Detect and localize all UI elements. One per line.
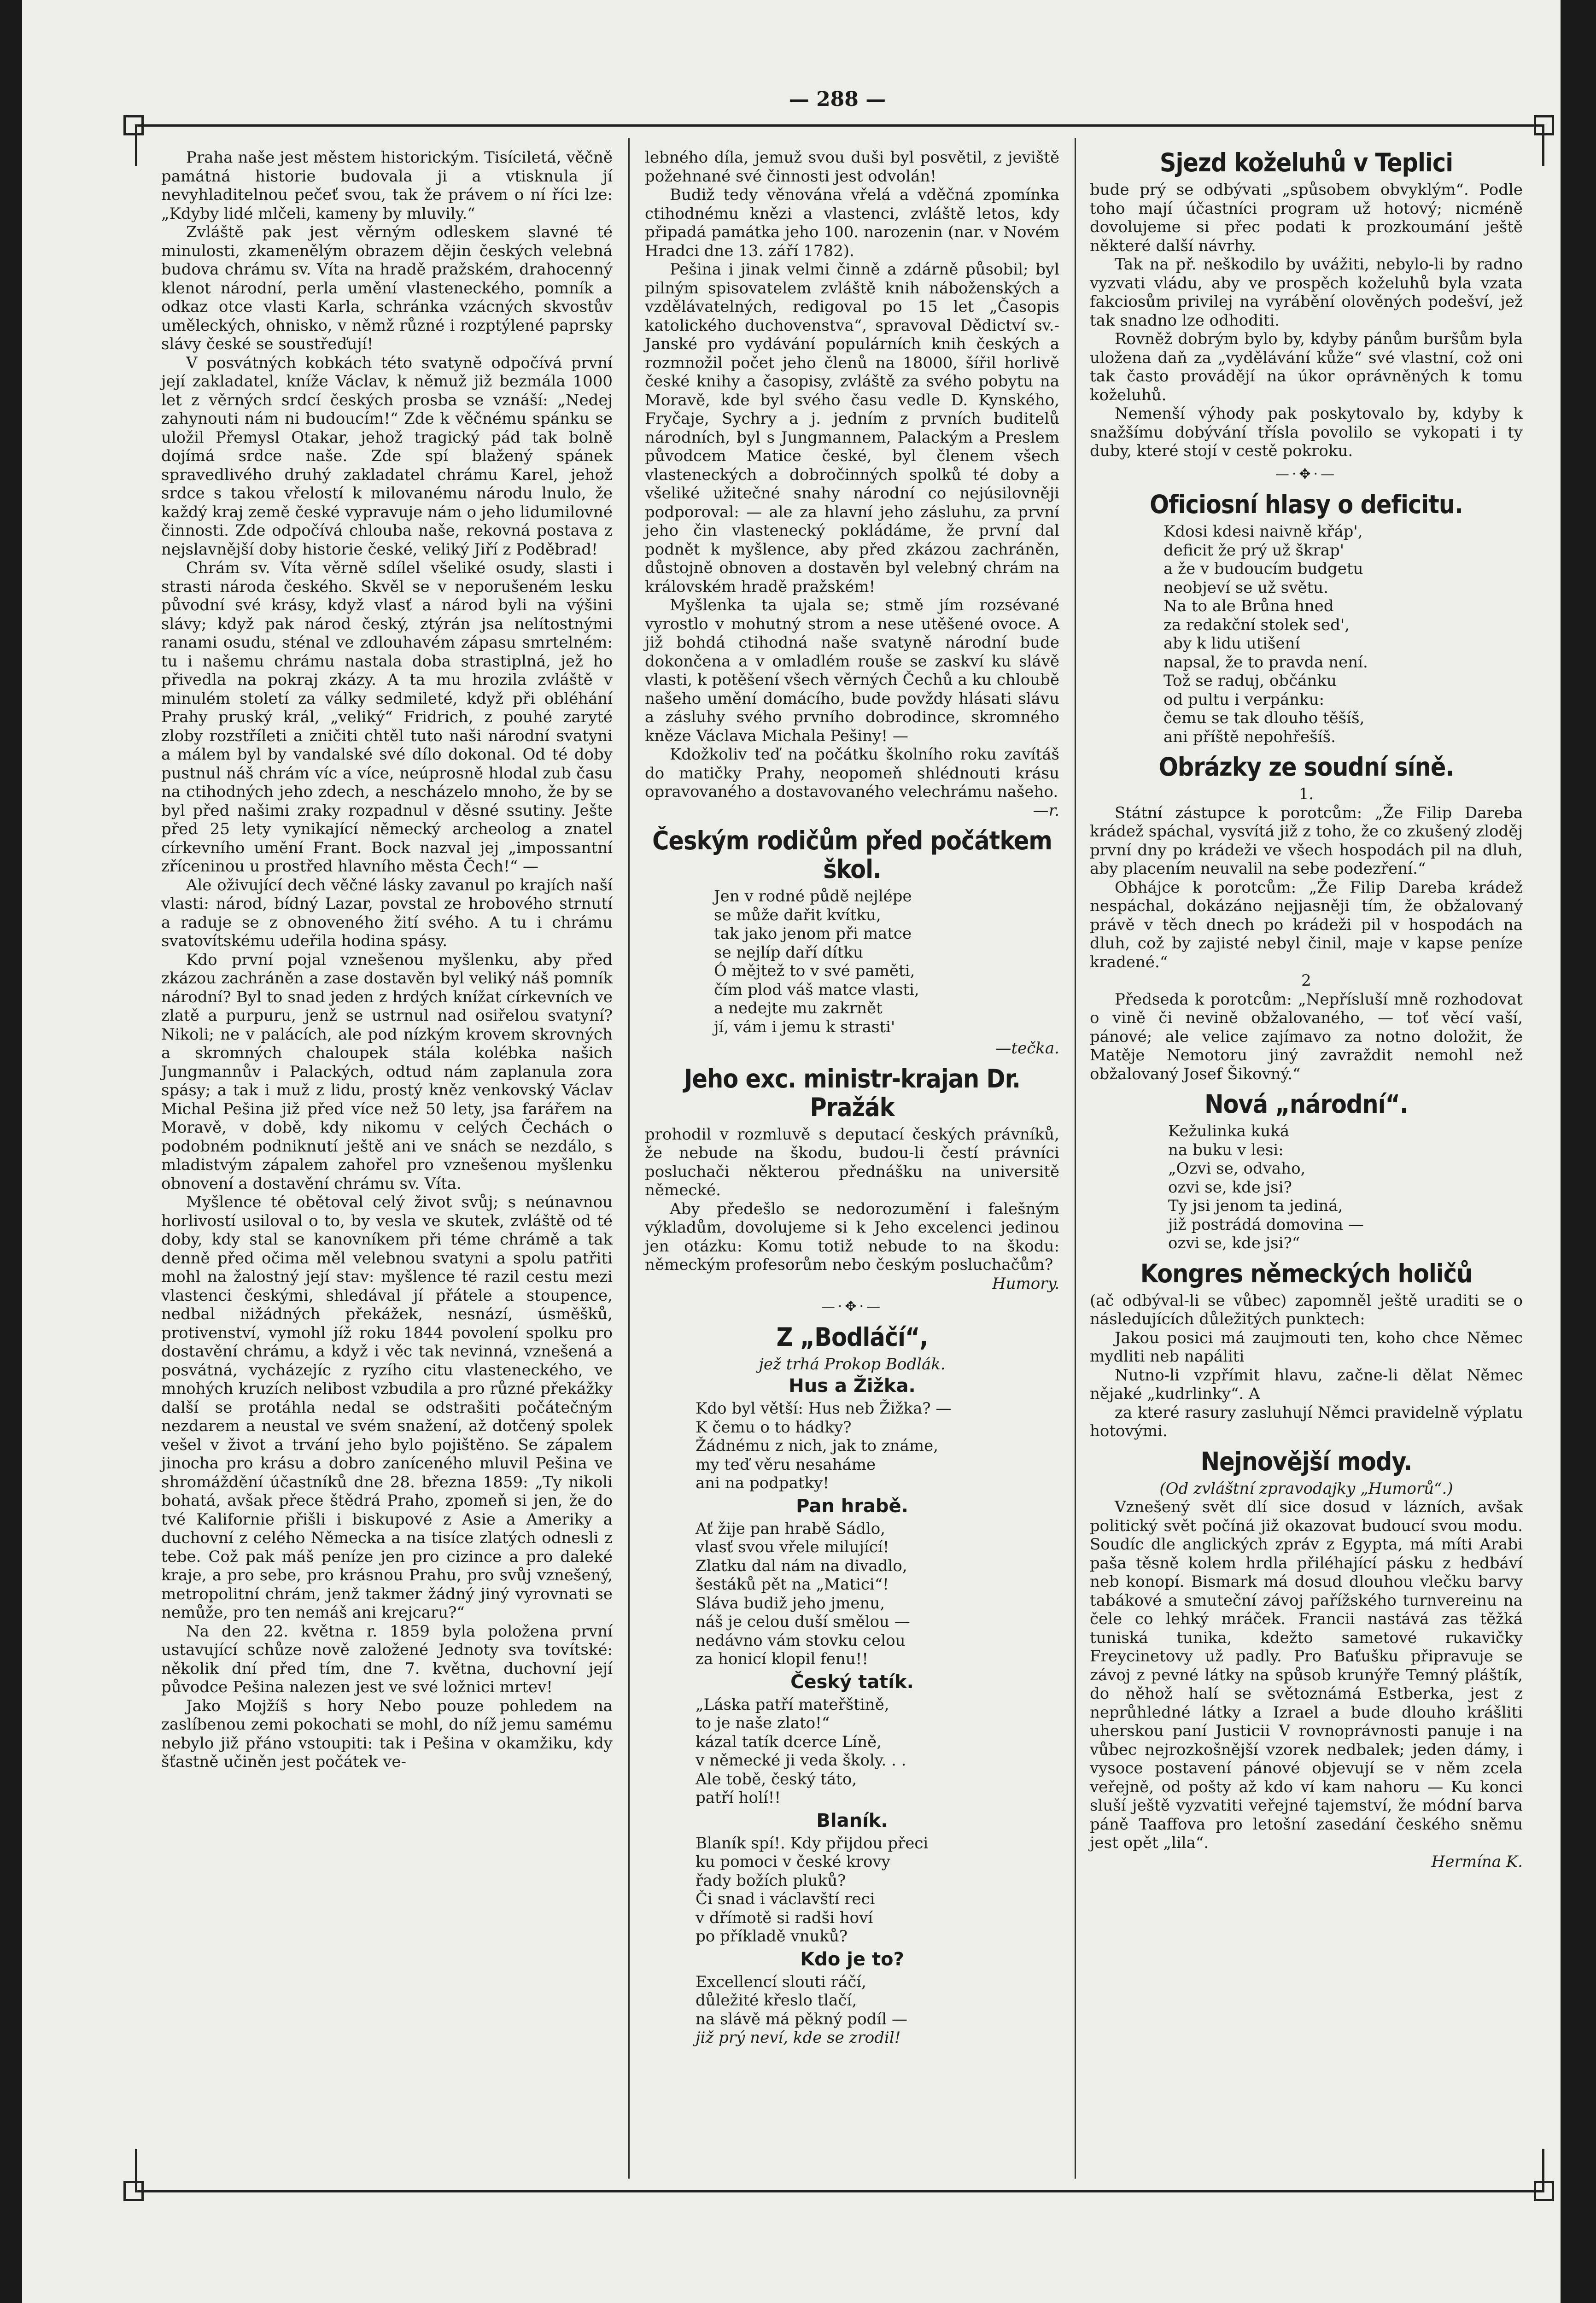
poem-line: ani na podpatky! — [696, 1474, 829, 1492]
poem-line: Kežulinka kuká — [1168, 1122, 1290, 1140]
poem-line: ozvi se, kde jsi? — [1168, 1178, 1292, 1197]
poem-deficit — [1090, 522, 1523, 746]
poem-line: důležité křeslo tlačí, — [696, 1991, 857, 2010]
poem-line: čemu se tak dlouho těšíš, — [1163, 709, 1365, 727]
column-1 — [161, 148, 613, 1771]
poem-line: to je naše zlato!“ — [696, 1714, 830, 1732]
poem-line: ku pomoci v české krovy — [696, 1853, 890, 1871]
poem-line: v dřímotě si radši hoví — [696, 1908, 873, 1927]
headline-narodni: Nová „národní“. — [1204, 1089, 1408, 1119]
poem-title: Hus a Žižka. — [789, 1375, 916, 1397]
column-2 — [645, 148, 1059, 2050]
paragraph: Budiž tedy věnována vřelá a vděčná zpomínka ctihodnému knězi a vlastenci, zvláště letos, kdy připadá památka jeho 100. narozenin (nar. v Novém Hradci dne 13. září 1782). — [645, 186, 1059, 260]
paragraph: Praha naše jest městem historickým. Tisíciletá, věčně památná historie budovala ji a vtisknula jí nevyhladitelnou pečeť svou, tak že právem o ní říci lze: „Kdyby lidé mlčeli, kameny by mluvily.“ — [161, 148, 613, 223]
poem-line: šestáků pět na „Matici“! — [696, 1575, 889, 1594]
paragraph: Jakou posici má zaujmouti ten, koho chce Němec mydliti neb napáliti — [1090, 1328, 1523, 1366]
poem-line: ozvi se, kde jsi?“ — [1168, 1234, 1300, 1252]
paragraph: Tak na př. neškodilo by uvážiti, nebylo-li by radno vyzvati vládu, aby ve prospěch koželuhů byla vzata fakciosům privilej na vyrábění olověných podešví, jež tak snadno lze odhoditi. — [1090, 255, 1523, 330]
paragraph: Aby předešlo se nedorozumění i falešným výkladům, dovolujeme si k Jeho excelenci jedinou jen otázku: Komu totiž nebude to na škodu: německým profesorům nebo českým posluchačům? — [645, 1199, 1059, 1274]
signature: —r. — [1033, 801, 1059, 820]
paragraph: Nutno-li vzpřímit hlavu, začne-li dělat Němec nějaké „kudrlinky“. A — [1090, 1366, 1523, 1403]
poem-line: kázal tatík dcerce Líně, — [696, 1732, 882, 1751]
poem-line: Zlatku dal nám na divadlo, — [696, 1556, 907, 1575]
signature: Humory. — [992, 1274, 1059, 1293]
signature: —tečka. — [995, 1039, 1059, 1058]
paragraph: lebného díla, jemuž svou duši byl posvětil, z jeviště požehnané své činnosti jest odvolán! — [645, 148, 1059, 186]
paragraph: prohodil v rozmluvě s deputací českých právníků, že nebude na škodu, budou-li čestí právníci posluchači některou přednášku na universitě německé. — [645, 1125, 1059, 1199]
paragraph: Chrám sv. Víta věrně sdílel všeliké osudy, slasti i strasti národa českého. Skvěl se v neporušeném lesku původní své krásy, když vlasť a národ byli na výšini slávy; když pak národ český, ztýrán jsa nelítostnými ranami osudu, sténal ve zdlouhavém zápasu smrtelném: tu i našemu chrámu nastala doba strastiplná, jež ho přivedla na pokraj zkázy. A ta mu hrozila zvláště v minulém století za války sedmileté, když při obléhání Prahy pruský král, „veliký“ Fridrich, z pouhé zaryté zloby rozstříleti a zničiti chtěl tuto naši národní svatyni a málem byl by vandalské své dílo dokonal. Od té doby pustnul náš chrám víc a více, neúprosně hlodal zub času na ctihodných jeho zdech, a nescházelo mnoho, že by se byl před našimi zraky rozpadnul v děsné ssutiny. Ješte před 25 lety vynikající německý archeolog a znatel církevního umění Frant. Bock nazval jej „impossantní zříceninou u prostřed hlavního města Čech!“ — — [161, 559, 613, 876]
poem-line: vlasť svou vřele milující! — [696, 1538, 889, 1556]
paragraph: Myšlenka ta ujala se; stmě jím rozsévané vyrostlo v mohutný strom a nese utěšené ovoce. A již bohdá ctihodná naše svatyně národní bude dokončena a v omladlém rouše se zaskví ku slávě vlasti, k potěšení všech věrných Čechů a ku chloubě našeho umění domácího, bude povždy hlásati slávu a zásluhy svého prvního dobrodince, skromného kněze Václava Michala Pešiny! — — [645, 596, 1059, 745]
poem-line: po příkladě vnuků? — [696, 1927, 848, 1946]
headline-obrazky: Obrázky ze soudní síně. — [1158, 752, 1454, 782]
frame-bottom-rule — [135, 2190, 1544, 2192]
frame-top-rule — [135, 124, 1544, 127]
poem-line: v německé ji veda školy. . . — [696, 1751, 906, 1770]
paragraph: Kdo první pojal vznešenou myšlenku, aby před zkázou zachráněn a zase dostavěn byl veliký náš pomník národní? Byl to snad jeden z hrdých knížat církevních ve zlatě a purpuru, jenž se ustrnul nad osiřelou svatyní? Nikoli; ne v palácích, ale pod nízkým krovem skrovných a skromných chaloupek stála kolébka našich Jungmannův i Palackých, odtud nám zaplanula zora spásy; a tak i muž z lidu, prostý kněz venkovský Václav Michal Pešina již před více než 50 lety, jsa farářem na Moravě, v době, kdy nikomu v celých Čechách o podobném podniknutí ještě ani ve snách se nezdálo, s mladistvým zápalem zahořel pro vznešenou myšlenku obnovení a dostavění chrámu sv. Víta. — [161, 950, 613, 1193]
paragraph: Na den 22. května r. 1859 byla položena první ustavující schůze nově založené Jednoty sva tovítské: několik dní před tím, dne 7. května, duchovní její původce Pešina nalezen jest ve své ložnici mrtev! — [161, 1622, 613, 1696]
poem-line: nedávno vám stovku celou — [696, 1631, 906, 1650]
poem-line: my teď věru nesaháme — [696, 1455, 876, 1474]
headline-holicu: Kongres německých holičů — [1140, 1258, 1473, 1288]
poem — [645, 1695, 1059, 1807]
poem — [645, 1399, 1059, 1493]
paragraph: Předseda k porotcům: „Nepřísluší mně rozhodovat o vině či nevině obžalovaného, — toť věcí vaší, pánové; ale velice zajímavo za notno doložit, že Matěje Nemotoru jiný zavraždit nemohl než obžalovaný Josef Šikovný.“ — [1090, 990, 1523, 1083]
paragraph: Státní zástupce k porotcům: „Že Filip Dareba krádež spáchal, vysvítá již z toho, že co zkušený zloděj první dny po krádeži ve všech hospodách pil na dluh, aby placením neuvalil na sebe podezření.“ — [1090, 803, 1523, 878]
poem-title: Kdo je to? — [800, 1948, 904, 1970]
poem-line: Žádnému z nich, jak to známe, — [696, 1437, 939, 1455]
newspaper-page — [22, 0, 1561, 2303]
poem-line: Kdo byl větší: Hus neb Žižka? — — [696, 1399, 952, 1418]
poem — [645, 1973, 1059, 2047]
poem-line: se nejlíp daří dítku — [714, 943, 864, 962]
poem-line: patří holí!! — [696, 1789, 781, 1807]
paragraph: Vznešený svět dlí sice dosud v lázních, avšak politický svět počíná již okazovat budoucí svou modu. Soudíc dle anglických zpráv z Egypta, má míti Arabi paša těsně kolem hrdla přiléhající pásku z hedbáví neb konopí. Bismark má dosud dlouhou vlečku barvy tabákové a smuteční závoj pařížského turnvereinu na čele co lehký mráček. Francii nastává zas těžká tuniská tunika, kdežto sametové rukavičky Freycinetovy už padly. Pro Baťušku připravuje se závoj z pevné látky na spůsob krunýře Temný pláštík, do něhož halí se světoznámá Estberka, jest z neprůhledné látky a Izrael a bude dlouho krášliti uherskou paní Justicii V rovnoprávnosti panuje i na vůbec nejrozkošnější vzorek nedbalek; jeden dámy, i vysoce postavení pánové objevují se v něm zcela veřejně, od pošty až kdo ví kam nahoru — Ku konci sluší ještě vyzvatiti veřejné tajemství, že módní barva páně Taaffova pro letošní zasedání českého sněmu jest opět „lila“. — [1090, 1498, 1523, 1852]
headline-kozeluhu: Sjezd koželuhů v Teplici — [1159, 148, 1453, 177]
poem-line: se může dařit kvítku, — [714, 906, 881, 924]
paragraph: V posvátných kobkách této svatyně odpočívá první její zakladatel, kníže Václav, k němuž již bezmála 1000 let z věrných srdcí českých prosba se vznáší: „Nedej zahynouti nám ni budoucím!“ Zde k věčnému spánku se uložil Přemysl Otakar, jehož tragický pád tak bolně dojímá srdce naše. Zde spí blažený spánek spravedlivého druhý zakladatel chrámu Karel, jehož srdce s takou vřelostí k milovanému národu lnulo, že každý kraj země české vypravuje nám o jeho lidumilovné činnosti. Zde odpočívá chlouba naše, rekovná postava z nejslavnější doby historie české, veliký Jiří z Poděbrad! — [161, 353, 613, 559]
poem-line: Sláva budiž jeho jmenu, — [696, 1594, 885, 1613]
divider-ornament: —·✥·— — [1275, 466, 1338, 482]
paragraph: Jako Mojžíš s hory Nebo pouze pohledem na zaslíbenou zemi pokochati se mohl, do níž jemu samému nebylo již přáno vstoupiti: tak i Pešina v okamžiku, kdy šťastně učiněn jest počátek ve- — [161, 1696, 613, 1771]
column-divider — [628, 138, 630, 2179]
poem-line: Jen v rodné půdě nejlépe — [714, 887, 912, 906]
corner-ornament — [1534, 2181, 1554, 2201]
poem-line: deficit že prý už škrap' — [1163, 541, 1345, 560]
poem-line: Blaník spí!. Kdy přijdou přeci — [696, 1834, 929, 1853]
poem-line: Ať žije pan hrabě Sádlo, — [696, 1519, 886, 1538]
poem-line: jí, vám i jemu k strasti' — [714, 1017, 895, 1036]
poem-line: Či snad i václavští reci — [696, 1890, 875, 1908]
poem-line: neobjeví se už světu. — [1163, 578, 1328, 597]
poem-line: čím plod váš matce vlasti, — [714, 980, 919, 999]
poem-line: od pultu i verpánku: — [1163, 690, 1325, 709]
poem-line: K čemu o to hádky? — [696, 1418, 852, 1437]
headline-prazak: Jeho exc. ministr-krajan Dr. Pražák — [684, 1064, 1020, 1122]
corner-ornament — [1534, 115, 1554, 135]
paragraph: Pešina i jinak velmi činně a zdárně působil; byl pilným spisovatelem zvláště knih náboženských a vzdělávatelných, redigoval po 15 let „Časopis katolického duchovenstva“, spravoval Dědictví sv.-Janské pro vydávání populárních knih českých a rozmnožil počet jeho členů na 18000, šířil horlivě české knihy a časopisy, zvláště za svého pobytu na Moravě, kde byl svého času vedle D. Kynského, Fryčaje, Sychry a j. jedním z prvních buditelů národních, byl s Jungmannem, Palackým a Preslem původcem Matice české, byl členem všech vlasteneckých a dobročinných spolků té doby a všeliké užitečné snahy národní co nejúsilovněji podporoval: — ale za hlavní jeho zásluhu, za první jeho čin vlastenecký pokládáme, že první dal podnět k myšlence, aby před zkázou zachráněn, důstojně obnoven a dostavěn byl velebný chrám na královském hradě pražském! — [645, 260, 1059, 596]
poem-title: Blaník. — [816, 1810, 888, 1831]
poem-line: řady božích pluků? — [696, 1871, 846, 1890]
paragraph: Obhájce k porotcům: „Že Filip Dareba krádež nespáchal, dokázáno nejjasněji tím, že obžalovaný právě v těch dnech po krádeži pil v hospodách na dluh, což by zajisté nebyl činil, maje v kapse peníze kradené.“ — [1090, 878, 1523, 971]
poem-line: Excellencí slouti ráčí, — [696, 1972, 866, 1991]
corner-ornament — [123, 2181, 144, 2201]
poem-line: Ale tobě, český táto, — [696, 1770, 857, 1789]
paragraph: Nemenší výhody pak poskytovalo by, kdyby k snažšímu dobývání třísla povolilo se vykopati i ty duby, které stojí v cestě pokroku. — [1090, 404, 1523, 460]
headline-rodicum: Českým rodičům před počátkem škol. — [652, 826, 1052, 884]
section-number: 1. — [1298, 785, 1314, 803]
poem-line: Kdosi kdesi naivně křáp', — [1163, 522, 1363, 541]
paragraph: Rovněž dobrým bylo by, kdyby pánům buršům byla uložena daň za „vydělávání kůže“ své vlastní, což oni tak často provádějí na úkor oprávněných k tomu koželuhů. — [1090, 330, 1523, 404]
poem-rodicum — [645, 887, 1059, 1036]
poem-title: Český tatík. — [790, 1671, 914, 1693]
paragraph: Ale oživující dech věčné lásky zavanul po krajích naší vlasti: národ, bídný Lazar, povstal ze hrobového strnutí a raduje se z obnoveného žití svého. A tu i chrámu svatovítskému udeřila hodina spásy. — [161, 876, 613, 950]
poem-line: „Láska patří mateřštině, — [696, 1695, 889, 1714]
paragraph: Zvláště pak jest věrným odleskem slavné té minulosti, zkamenělým obrazem dějin českých velebná budova chrámu sv. Víta na hradě pražském, drahocenný klenot národní, perla umění vlasteneckého, pomník a odkaz otce vlasti Karla, schránka vzácných skvostův uměleckých, ohnisko, v němž různé i rozptýlené paprsky slávy české se soustřeďují! — [161, 223, 613, 353]
headline-deficit: Oficiosní hlasy o deficitu. — [1150, 490, 1463, 519]
poem — [645, 1520, 1059, 1669]
paragraph: Myšlence té obětoval celý život svůj; s neúnavnou horlivostí usiloval o to, by vesla ve skutek, zvláště od té doby, kdy stal se kanovníkem při téme chrámě a tak denně před očima měl velebnou svatyni a spolu patřiti mohl na žalostný její stav: myšlence té razil cestu mezi vlastenci českými, shledával jí přátele a stoupence, nedbal nižádných překážek, nesnází, úsměšků, protivenství, vymohl jíž roku 1844 povolení spolku pro dostavění chrámu, a když i věc tak nevinná, vznešená a posvátná, vycházejíc z ryzího citu vlasteneckého, ve mnohých kruzích nelibost vzbudila a pro různé překážky další se protáhla nedal se odstrašiti počátečným nezdarem a neustal ve svém snažení, až dotčený spolek vešel v život a trvání jeho bylo pojištěno. Se zápalem jinocha pro krásu a dobro zaníceného mluvil Pešina ve shromáždění účastníků dne 28. března 1859: „Ty nikoli bohatá, avšak přece štědrá Praho, zpomeň si jen, že do tvé Kalifornie přišli i biskupové z Asie a Ameriky a duchovní z celého Německa a na tisíce zlatých odnesli z tebe. Což pak máš peníze jen pro cizince a pro daleké kraje, a pro sebe, pro krásnou Prahu, pro svůj vznešený, metropolitní chrám, jenž takmer žádný jiný vyrovnati se nemůže, pro ten nemáš ani krejcaru?“ — [161, 1193, 613, 1622]
poem-line: aby k lidu utišení — [1163, 634, 1300, 653]
poem-line: již prý neví, kde se zrodil! — [696, 2028, 901, 2047]
poem-line: napsal, že to pravda není. — [1163, 653, 1368, 672]
poem-line: na slávě má pěkný podíl — — [696, 2010, 907, 2028]
poem-line: tak jako jenom při matce — [714, 924, 912, 943]
poem-line: „Ozvi se, odvaho, — [1168, 1159, 1306, 1178]
byline: jež trhá Prokop Bodlák. — [759, 1355, 946, 1374]
byline: (Od zvláštní zpravodajky „Humorů“.) — [1159, 1479, 1453, 1498]
poem-line: a nedejte mu zakrnět — [714, 999, 883, 1017]
headline-bodlaci: Z „Bodláčí“, — [776, 1322, 928, 1352]
paragraph: za které rasury zasluhují Němci pravidelně výplatu hotovými. — [1090, 1403, 1523, 1440]
paragraph: Kdožkoliv teď na počátku školního roku zavítáš do matičky Prahy, neopomeň shlédnouti krásu opravovaného a dostavovaného velechrámu našeho. — [645, 745, 1059, 801]
corner-ornament — [123, 115, 144, 135]
signature: Hermína K. — [1431, 1852, 1523, 1871]
section-number: 2 — [1301, 971, 1311, 990]
poem-line: a že v budoucím budgetu — [1163, 560, 1363, 578]
headline-mody: Nejnovější mody. — [1200, 1446, 1412, 1476]
poem-line: na buku v lesi: — [1168, 1140, 1284, 1159]
poem-line: Ty jsi jenom ta jediná, — [1168, 1197, 1343, 1215]
paragraph: (ač odbýval-li se vůbec) zapomněl ještě uraditi se o následujících důležitých punktech: — [1090, 1291, 1523, 1328]
page-number: — 288 — — [789, 88, 886, 111]
poem-line: ani příště nepohřešíš. — [1163, 727, 1336, 746]
divider-ornament: —·✥·— — [821, 1298, 883, 1315]
poem-line: Tož se raduj, občánku — [1163, 672, 1337, 690]
poem-line: za honicí klopil fenu!! — [696, 1650, 868, 1668]
poem-line: Na to ale Brůna hned — [1163, 597, 1334, 615]
poem-narodni — [1090, 1122, 1523, 1253]
poem-line: Ó mějtež to v své paměti, — [714, 962, 915, 980]
paragraph: bude prý se odbývati „spůsobem obvyklým“. Podle toho mají účastníci program už hotový; nicméně dovolujeme si přec podati k prozkoumání ještě některé další návrhy. — [1090, 181, 1523, 255]
column-3 — [1090, 148, 1523, 1871]
poem-title: Pan hrabě. — [796, 1495, 908, 1517]
poem-line: náš je celou duší smělou — — [696, 1613, 910, 1631]
poem-line: za redakční stolek sed', — [1163, 615, 1350, 634]
poem — [645, 1834, 1059, 1946]
column-divider — [1075, 138, 1076, 2179]
poem-line: již postrádá domovina — — [1168, 1215, 1364, 1234]
